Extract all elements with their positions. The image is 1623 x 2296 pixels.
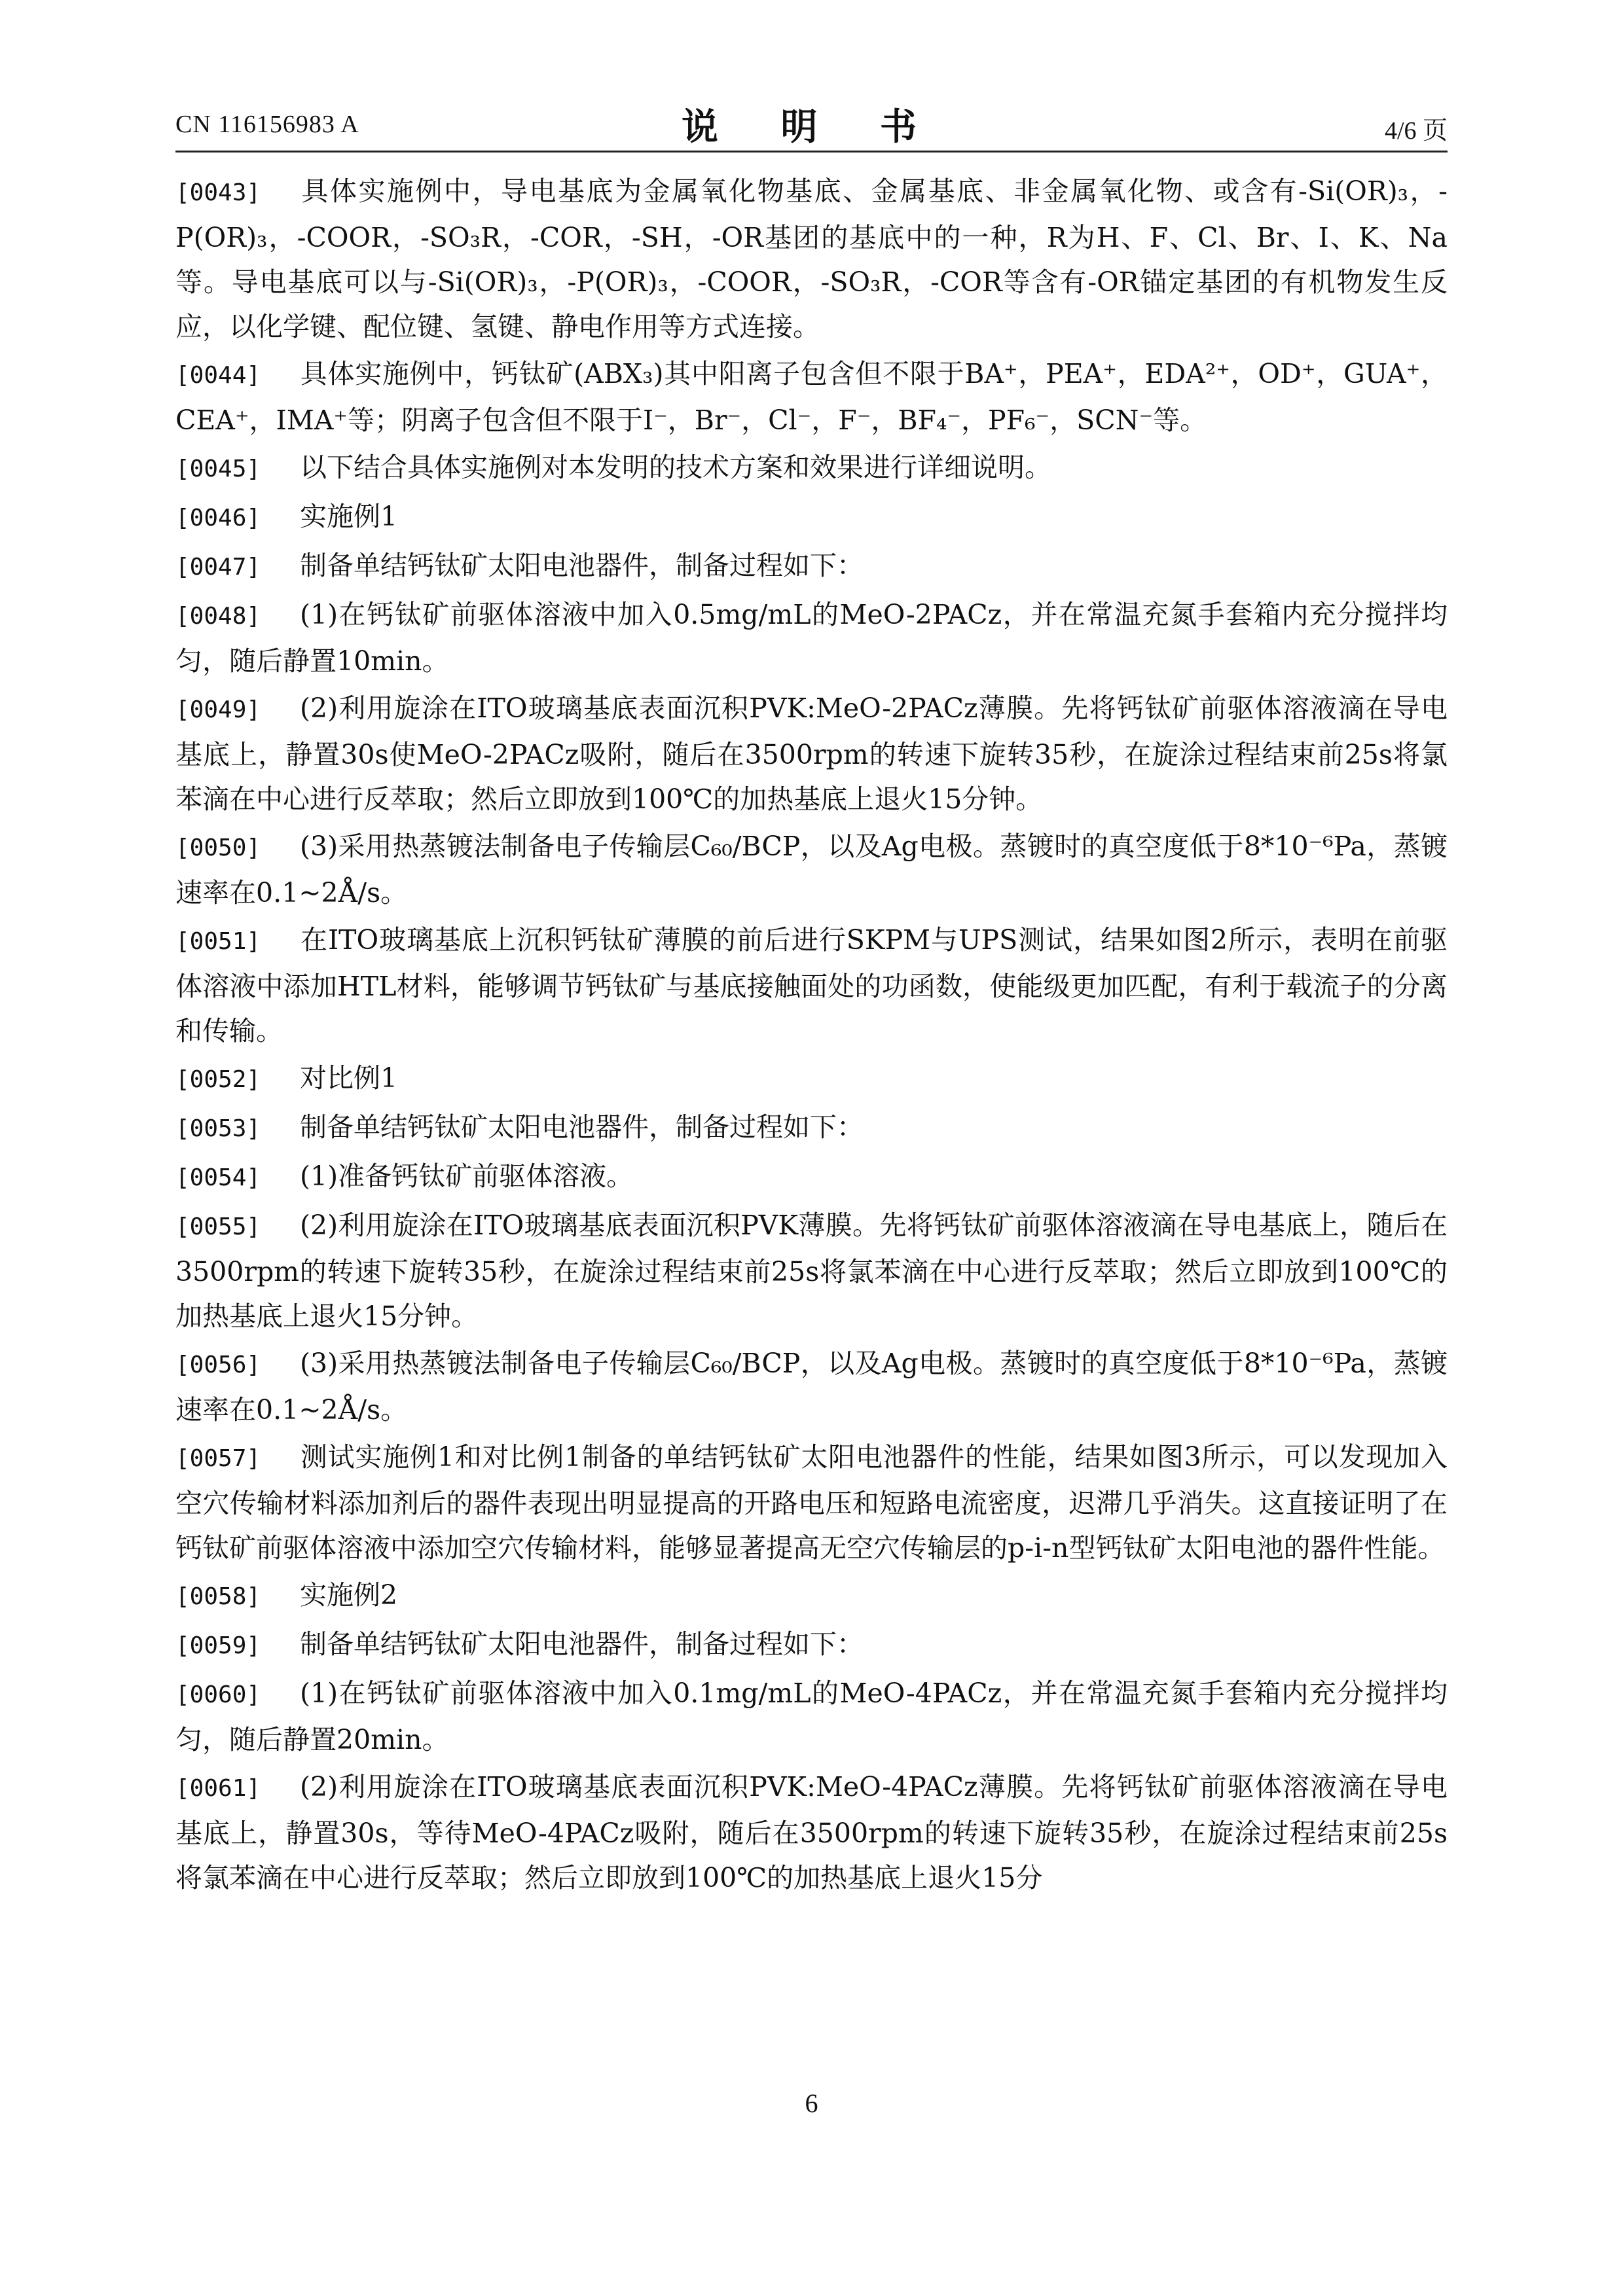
paragraph	[175, 1154, 1448, 1200]
paragraph-id: [0048]	[175, 603, 261, 630]
paragraph-id: [0053]	[175, 1115, 261, 1142]
paragraph-id: [0059]	[175, 1632, 261, 1659]
paragraph-text: (2)利用旋涂在ITO玻璃基底表面沉积PVK薄膜。先将钙钛矿前驱体溶液滴在导电基底上，随后在3500rpm的转速下旋转35秒，在旋涂过程结束前25s将氯苯滴在中心进行反萃取；然后立即放到100℃的加热基底上退火15分钟。	[175, 1210, 1448, 1332]
paragraph-text: 在ITO玻璃基底上沉积钙钛矿薄膜的前后进行SKPM与UPS测试，结果如图2所示，表明在前驱体溶液中添加HTL材料，能够调节钙钛矿与基底接触面处的功函数，使能级更加匹配，有利于载流子的分离和传输。	[175, 924, 1448, 1047]
paragraph	[175, 1341, 1448, 1432]
document-body	[175, 169, 1448, 1903]
paragraph-text: 具体实施例中，钙钛矿(ABX₃)其中阳离子包含但不限于BA⁺，PEA⁺，EDA²⁺，OD⁺，GUA⁺，CEA⁺，IMA⁺等；阴离子包含但不限于I⁻，Br⁻，Cl⁻，F⁻，BF₄⁻，PF₆⁻，SCN⁻等。	[175, 358, 1448, 436]
paragraph	[175, 1203, 1448, 1338]
paragraph	[175, 445, 1448, 492]
paragraph-text: 制备单结钙钛矿太阳电池器件，制备过程如下：	[300, 1111, 864, 1143]
paragraph-text: 对比例1	[300, 1062, 398, 1094]
paragraph-id: [0052]	[175, 1066, 261, 1093]
paragraph-id: [0055]	[175, 1213, 261, 1240]
paragraph	[175, 1105, 1448, 1151]
page-header	[175, 98, 1448, 151]
paragraph	[175, 169, 1448, 349]
paragraph-text: 制备单结钙钛矿太阳电池器件，制备过程如下：	[300, 550, 864, 581]
paragraph	[175, 1671, 1448, 1762]
paragraph-text: 实施例1	[300, 501, 398, 532]
paragraph-text: (1)在钙钛矿前驱体溶液中加入0.5mg/mL的MeO-2PACz，并在常温充氮手套箱内充分搅拌均匀，随后静置10min。	[175, 599, 1448, 677]
paragraph-text: 实施例2	[300, 1579, 398, 1611]
paragraph-text: 具体实施例中，导电基底为金属氧化物基底、金属基底、非金属氧化物、或含有-Si(OR)₃，-P(OR)₃，-COOR，-SO₃R，-COR，-SH，-OR基团的基底中的一种，R为H、F、Cl、Br、I、K、Na等。导电基底可以与-Si(OR)₃，-P(OR)₃，-COOR，-SO₃R，-COR等含有-OR锚定基团的有机物发生反应，以化学键、配位键、氢键、静电作用等方式连接。	[175, 175, 1448, 342]
paragraph	[175, 1622, 1448, 1668]
paragraph-text: 以下结合具体实施例对本发明的技术方案和效果进行详细说明。	[300, 452, 1051, 483]
paragraph-id: [0061]	[175, 1775, 261, 1802]
paragraph	[175, 592, 1448, 683]
paragraph-id: [0049]	[175, 696, 261, 723]
paragraph-id: [0044]	[175, 362, 261, 389]
paragraph-id: [0056]	[175, 1352, 261, 1378]
paragraph-id: [0060]	[175, 1681, 261, 1708]
paragraph-text: (2)利用旋涂在ITO玻璃基底表面沉积PVK:MeO-2PACz薄膜。先将钙钛矿前驱体溶液滴在导电基底上，静置30s使MeO-2PACz吸附，随后在3500rpm的转速下旋转35秒，在旋涂过程结束前25s将氯苯滴在中心进行反萃取；然后立即放到100℃的加热基底上退火15分钟。	[175, 692, 1448, 815]
paragraph	[175, 824, 1448, 915]
header-rule	[175, 151, 1448, 152]
paragraph-text: (1)在钙钛矿前驱体溶液中加入0.1mg/mL的MeO-4PACz，并在常温充氮手套箱内充分搅拌均匀，随后静置20min。	[175, 1677, 1448, 1755]
paragraph-text: (3)采用热蒸镀法制备电子传输层C₆₀/BCP，以及Ag电极。蒸镀时的真空度低于8*10⁻⁶Pa，蒸镀速率在0.1~2Å/s。	[175, 831, 1448, 908]
paragraph	[175, 1435, 1448, 1570]
paragraph	[175, 1573, 1448, 1619]
paragraph-text: (2)利用旋涂在ITO玻璃基底表面沉积PVK:MeO-4PACz薄膜。先将钙钛矿前驱体溶液滴在导电基底上，静置30s，等待MeO-4PACz吸附，随后在3500rpm的转速下旋转35秒，在旋涂过程结束前25s将氯苯滴在中心进行反萃取；然后立即放到100℃的加热基底上退火15分	[175, 1771, 1448, 1893]
paragraph-text: (1)准备钙钛矿前驱体溶液。	[300, 1160, 634, 1192]
paragraph	[175, 918, 1448, 1053]
paragraph	[175, 1056, 1448, 1102]
paragraph-id: [0054]	[175, 1164, 261, 1191]
paragraph	[175, 543, 1448, 590]
page-number: 6	[805, 2089, 818, 2118]
paragraph-id: [0047]	[175, 554, 261, 581]
document-number: CN 116156983 A	[175, 111, 359, 138]
paragraph-id: [0058]	[175, 1583, 261, 1610]
paragraph-id: [0043]	[175, 179, 261, 206]
paragraph-text: 制备单结钙钛矿太阳电池器件，制备过程如下：	[300, 1628, 864, 1660]
paragraph-id: [0045]	[175, 456, 261, 482]
page-label: 4/6 页	[1384, 117, 1448, 145]
paragraph	[175, 686, 1448, 821]
paragraph-text: (3)采用热蒸镀法制备电子传输层C₆₀/BCP，以及Ag电极。蒸镀时的真空度低于8*10⁻⁶Pa，蒸镀速率在0.1~2Å/s。	[175, 1348, 1448, 1426]
paragraph-id: [0050]	[175, 834, 261, 861]
paragraph-id: [0051]	[175, 928, 261, 955]
paragraph-id: [0057]	[175, 1445, 261, 1472]
paragraph-text: 测试实施例1和对比例1制备的单结钙钛矿太阳电池器件的性能，结果如图3所示，可以发现加入空穴传输材料添加剂后的器件表现出明显提高的开路电压和短路电流密度，迟滞几乎消失。这直接证明了在钙钛矿前驱体溶液中添加空穴传输材料，能够显著提高无空穴传输层的p-i-n型钙钛矿太阳电池的器件性能。	[175, 1441, 1448, 1564]
document-title: 说 明 书	[682, 105, 941, 149]
paragraph	[175, 1765, 1448, 1900]
paragraph	[175, 494, 1448, 541]
paragraph-id: [0046]	[175, 505, 261, 531]
paragraph	[175, 351, 1448, 442]
